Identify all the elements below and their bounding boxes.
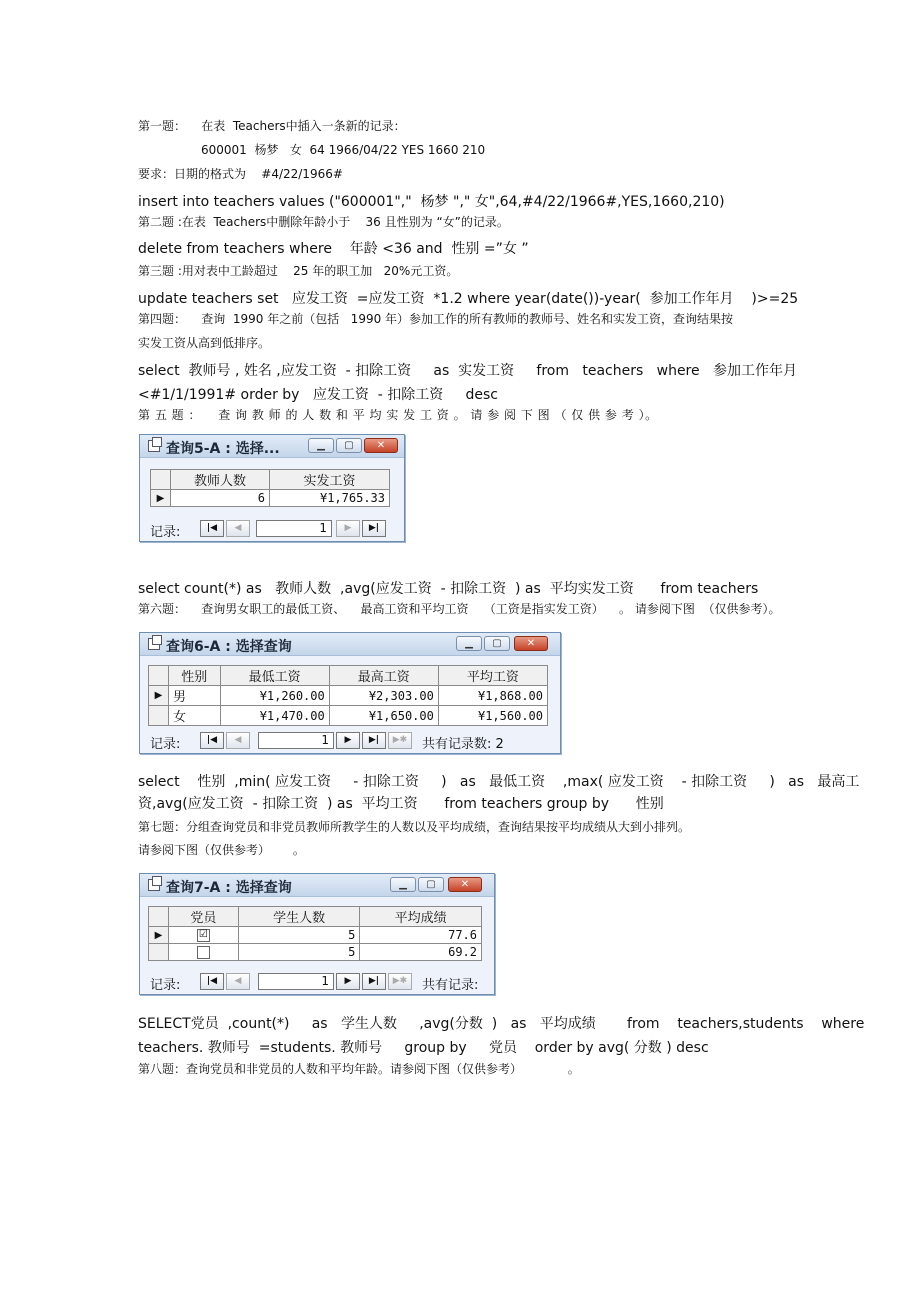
checked-checkbox-icon[interactable]: ☑ bbox=[197, 929, 210, 942]
cell[interactable]: 5 bbox=[238, 944, 360, 961]
query6-grid bbox=[148, 665, 548, 726]
query5-titlebar[interactable] bbox=[140, 435, 404, 458]
q4-title-line2: 实发工资从高到低排序。 bbox=[138, 336, 271, 350]
last-record-button[interactable]: ▶| bbox=[362, 520, 386, 537]
first-record-button[interactable]: |◀ bbox=[200, 732, 224, 749]
cell[interactable]: 77.6 bbox=[360, 927, 482, 944]
record-label: 记录: bbox=[150, 737, 181, 752]
record-label: 记录: bbox=[150, 525, 181, 540]
col-header[interactable]: 平均工资 bbox=[438, 666, 547, 686]
query7-grid bbox=[148, 906, 482, 961]
q4-sql-line1: select 教师号 , 姓名 ,应发工资 - 扣除工资 as 实发工资 from teachers where 参加工作年月 bbox=[138, 363, 797, 379]
query6-title: 查询6-A : 选择查询 bbox=[166, 639, 292, 655]
q3-sql: update teachers set 应发工资 =应发工资 *1.2 where year(date())-year( 参加工作年月 )>=25 bbox=[138, 291, 799, 307]
q7-sql-line2: teachers. 教师号 =students. 教师号 group by 党员 order by avg( 分数 ) desc bbox=[138, 1040, 709, 1056]
q4-sql-line2: <#1/1/1991# order by 应发工资 - 扣除工资 desc bbox=[138, 387, 498, 403]
query7-window bbox=[139, 873, 495, 995]
new-record-button[interactable]: ▶✱ bbox=[388, 732, 412, 749]
minimize-button[interactable]: ▁ bbox=[456, 636, 482, 651]
col-header[interactable]: 平均成绩 bbox=[360, 907, 482, 927]
new-record-button[interactable]: ▶✱ bbox=[388, 973, 412, 990]
record-number-input[interactable]: 1 bbox=[258, 973, 334, 990]
table-row[interactable] bbox=[149, 686, 548, 706]
maximize-button[interactable]: ▢ bbox=[484, 636, 510, 651]
q7-sql-line1: SELECT党员 ,count(*) as 学生人数 ,avg(分数 ) as 平均成绩 from teachers,students where bbox=[138, 1016, 865, 1032]
close-button[interactable]: ✕ bbox=[514, 636, 548, 651]
header-row bbox=[149, 907, 482, 927]
table-row[interactable] bbox=[151, 490, 390, 507]
q2-title: 第二题 :在表 Teachers中删除年龄小于 36 且性别为 “女”的记录。 bbox=[138, 215, 509, 229]
first-record-button[interactable]: |◀ bbox=[200, 973, 224, 990]
prev-record-button[interactable]: ◀ bbox=[226, 520, 250, 537]
cell[interactable]: ¥1,260.00 bbox=[220, 686, 329, 706]
cell[interactable]: ¥2,303.00 bbox=[329, 686, 438, 706]
maximize-button[interactable]: ▢ bbox=[336, 438, 362, 453]
query6-window bbox=[139, 632, 561, 754]
col-header[interactable]: 党员 bbox=[169, 907, 239, 927]
q6-sql-line1: select 性别 ,min( 应发工资 - 扣除工资 ) as 最低工资 ,max( 应发工资 - 扣除工资 ) as 最高工 bbox=[138, 774, 860, 790]
cell[interactable]: ¥1,560.00 bbox=[438, 706, 547, 726]
q1-record: 600001 杨梦 女 64 1966/04/22 YES 1660 210 bbox=[201, 143, 486, 157]
q7-title-line2: 请参阅下图（仅供参考） 。 bbox=[138, 843, 305, 857]
prev-record-button[interactable]: ◀ bbox=[226, 732, 250, 749]
cell[interactable]: 69.2 bbox=[360, 944, 482, 961]
query-icon bbox=[148, 879, 160, 891]
row-selector-header bbox=[151, 470, 171, 490]
query7-title: 查询7-A : 选择查询 bbox=[166, 880, 292, 896]
query5-window bbox=[139, 434, 405, 542]
prev-record-button[interactable]: ◀ bbox=[226, 973, 250, 990]
q8-title: 第八题：查询党员和非党员的人数和平均年龄。请参阅下图（仅供参考） 。 bbox=[138, 1062, 580, 1076]
header-row bbox=[149, 666, 548, 686]
cell[interactable]: 男 bbox=[169, 686, 221, 706]
row-selector-header bbox=[149, 666, 169, 686]
q6-sql-line2: 资,avg(应发工资 - 扣除工资 ) as 平均工资 from teachers group by 性别 bbox=[138, 796, 664, 812]
cell[interactable]: ¥1,765.33 bbox=[269, 490, 389, 507]
total-records: 共有记录数: 2 bbox=[422, 737, 504, 752]
q1-requirement: 要求：日期的格式为 #4/22/1966# bbox=[138, 167, 343, 181]
table-row[interactable] bbox=[149, 927, 482, 944]
query-icon bbox=[148, 440, 160, 452]
row-selector-header bbox=[149, 907, 169, 927]
current-row-arrow-icon[interactable]: ▶ bbox=[149, 686, 169, 706]
query-icon bbox=[148, 638, 160, 650]
q2-sql: delete from teachers where 年龄 <36 and 性别 =”女 ” bbox=[138, 241, 529, 257]
q7-title-line1: 第七题：分组查询党员和非党员教师所教学生的人数以及平均成绩，查询结果按平均成绩从大到小排列。 bbox=[138, 820, 691, 834]
cell[interactable]: 女 bbox=[169, 706, 221, 726]
cell[interactable]: 6 bbox=[171, 490, 270, 507]
last-record-button[interactable]: ▶| bbox=[362, 973, 386, 990]
total-records: 共有记录: bbox=[422, 978, 479, 993]
next-record-button[interactable]: ▶ bbox=[336, 520, 360, 537]
current-row-arrow-icon[interactable]: ▶ bbox=[149, 927, 169, 944]
record-navigator bbox=[140, 729, 560, 753]
table-row[interactable] bbox=[149, 944, 482, 961]
col-header[interactable]: 最高工资 bbox=[329, 666, 438, 686]
record-label: 记录: bbox=[150, 978, 181, 993]
query7-titlebar[interactable] bbox=[140, 874, 494, 897]
header-row bbox=[151, 470, 390, 490]
row-selector[interactable] bbox=[149, 944, 169, 961]
query5-title: 查询5-A : 选择... bbox=[166, 441, 280, 457]
unchecked-checkbox-icon[interactable] bbox=[197, 946, 210, 959]
minimize-button[interactable]: ▁ bbox=[390, 877, 416, 892]
last-record-button[interactable]: ▶| bbox=[362, 732, 386, 749]
minimize-button[interactable]: ▁ bbox=[308, 438, 334, 453]
record-number-input[interactable]: 1 bbox=[256, 520, 332, 537]
row-selector[interactable] bbox=[149, 706, 169, 726]
close-button[interactable]: ✕ bbox=[364, 438, 398, 453]
col-header[interactable]: 学生人数 bbox=[238, 907, 360, 927]
cell[interactable]: 5 bbox=[238, 927, 360, 944]
q4-title-line1: 第四题： 查询 1990 年之前（包括 1990 年）参加工作的所有教师的教师号、姓名和实发工资，查询结果按 bbox=[138, 312, 734, 326]
q5-title: 第 五 题 ： 查 询 教 师 的 人 数 和 平 均 实 发 工 资 。 请 参 阅 下 图 （ 仅 供 参 考 ）。 bbox=[138, 408, 658, 422]
col-header[interactable]: 实发工资 bbox=[269, 470, 389, 490]
record-navigator bbox=[140, 970, 494, 994]
close-button[interactable]: ✕ bbox=[448, 877, 482, 892]
col-header[interactable]: 教师人数 bbox=[171, 470, 270, 490]
query5-grid bbox=[150, 469, 390, 507]
q6-title: 第六题： 查询男女职工的最低工资、 最高工资和平均工资 （工资是指实发工资） 。 请参阅下图 （仅供参考）。 bbox=[138, 602, 781, 616]
record-number-input[interactable]: 1 bbox=[258, 732, 334, 749]
first-record-button[interactable]: |◀ bbox=[200, 520, 224, 537]
party-member-checkbox[interactable] bbox=[169, 944, 239, 961]
col-header[interactable]: 最低工资 bbox=[220, 666, 329, 686]
record-navigator bbox=[140, 517, 404, 541]
cell[interactable]: ¥1,650.00 bbox=[329, 706, 438, 726]
q3-title: 第三题 :用对表中工龄超过 25 年的职工加 20%元工资。 bbox=[138, 264, 459, 278]
col-header[interactable]: 性别 bbox=[169, 666, 221, 686]
query6-titlebar[interactable] bbox=[140, 633, 560, 656]
next-record-button[interactable]: ▶ bbox=[336, 732, 360, 749]
cell[interactable]: ¥1,470.00 bbox=[220, 706, 329, 726]
next-record-button[interactable]: ▶ bbox=[336, 973, 360, 990]
maximize-button[interactable]: ▢ bbox=[418, 877, 444, 892]
current-row-arrow-icon[interactable]: ▶ bbox=[151, 490, 171, 507]
table-row[interactable] bbox=[149, 706, 548, 726]
q5-sql: select count(*) as 教师人数 ,avg(应发工资 - 扣除工资 ) as 平均实发工资 from teachers bbox=[138, 581, 759, 597]
q1-sql: insert into teachers values ("600001"," 杨梦 "," 女",64,#4/22/1966#,YES,1660,210) bbox=[138, 194, 725, 210]
q1-title: 第一题： 在表 Teachers中插入一条新的记录： bbox=[138, 119, 406, 133]
cell[interactable]: ¥1,868.00 bbox=[438, 686, 547, 706]
party-member-checkbox[interactable] bbox=[169, 927, 239, 944]
